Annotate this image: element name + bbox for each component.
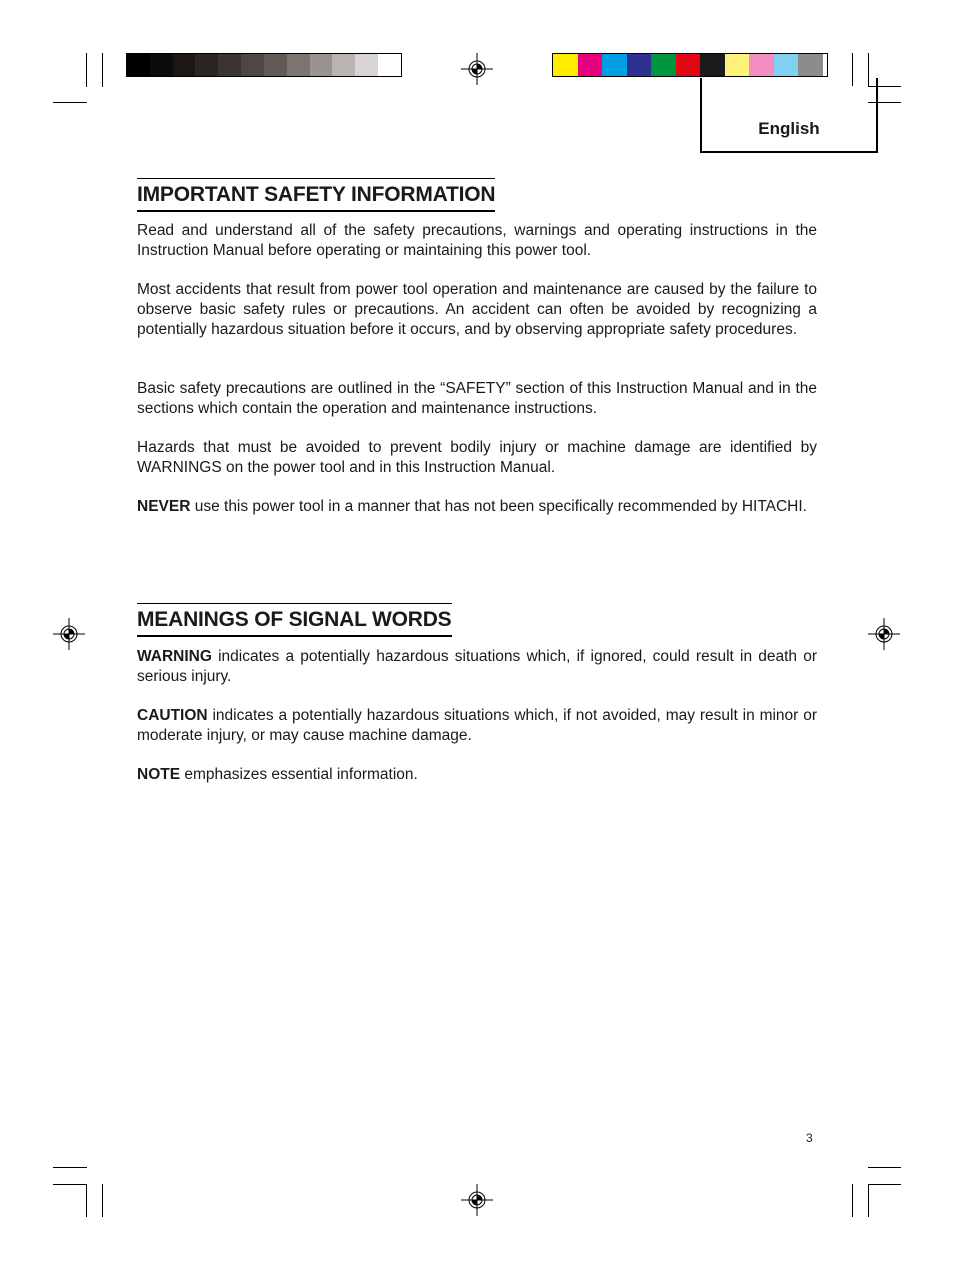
process-color-swatch bbox=[774, 54, 799, 76]
crop-mark bbox=[868, 1184, 869, 1217]
grayscale-swatch bbox=[241, 54, 264, 76]
process-color-swatch bbox=[749, 54, 774, 76]
grayscale-swatch bbox=[310, 54, 333, 76]
section-heading-safety: IMPORTANT SAFETY INFORMATION bbox=[137, 178, 495, 212]
grayscale-color-bar bbox=[126, 53, 402, 77]
signal-word-never: NEVER bbox=[137, 498, 191, 515]
process-color-swatch bbox=[553, 54, 578, 76]
paragraph: Read and understand all of the safety precautions, warnings and operating instructions in the Instruction Manual before operating or maintaining this power tool. bbox=[137, 222, 817, 259]
process-color-swatch bbox=[676, 54, 701, 76]
grayscale-swatch bbox=[355, 54, 378, 76]
grayscale-swatch bbox=[218, 54, 241, 76]
process-color-swatch bbox=[725, 54, 750, 76]
signal-word-note: NOTE bbox=[137, 766, 181, 783]
process-color-swatch bbox=[578, 54, 603, 76]
signal-word-caution: CAUTION bbox=[137, 707, 208, 724]
paragraph-text: use this power tool in a manner that has not been specifically recommended by HITACHI. bbox=[190, 498, 807, 515]
paragraph: Basic safety precautions are outlined in the “SAFETY” section of this Instruction Manual and in the sections which contain the operation and maintenance instructions. bbox=[137, 380, 817, 417]
crop-mark bbox=[868, 1184, 901, 1185]
paragraph-note bbox=[137, 765, 817, 785]
grayscale-swatch bbox=[378, 54, 401, 76]
registration-mark-icon bbox=[461, 53, 493, 85]
process-color-swatch bbox=[700, 54, 725, 76]
paragraph-text: emphasizes essential information. bbox=[180, 766, 418, 783]
process-color-swatch bbox=[602, 54, 627, 76]
language-label: English bbox=[758, 119, 820, 138]
crop-mark bbox=[53, 102, 87, 103]
grayscale-swatch bbox=[332, 54, 355, 76]
grayscale-swatch bbox=[195, 54, 218, 76]
crop-mark bbox=[852, 1184, 853, 1217]
section-heading-signal-words: MEANINGS OF SIGNAL WORDS bbox=[137, 603, 452, 637]
crop-mark bbox=[53, 1184, 87, 1185]
paragraph-never bbox=[137, 497, 817, 517]
page-number: 3 bbox=[806, 1131, 813, 1145]
grayscale-swatch bbox=[127, 54, 150, 76]
registration-mark-icon bbox=[868, 618, 900, 650]
process-color-swatch bbox=[651, 54, 676, 76]
process-color-swatch bbox=[627, 54, 652, 76]
paragraph-text: indicates a potentially hazardous situations which, if not avoided, may result in minor or moderate injury, or may cause machine damage. bbox=[137, 707, 817, 744]
process-color-swatch bbox=[798, 54, 823, 76]
crop-mark bbox=[102, 53, 103, 87]
grayscale-swatch bbox=[287, 54, 310, 76]
crop-mark bbox=[868, 1167, 901, 1168]
grayscale-swatch bbox=[150, 54, 173, 76]
paragraph-text: indicates a potentially hazardous situations which, if ignored, could result in death or serious injury. bbox=[137, 648, 817, 685]
process-color-bar bbox=[552, 53, 828, 77]
paragraph-caution bbox=[137, 706, 817, 746]
grayscale-swatch bbox=[173, 54, 196, 76]
paragraph: Hazards that must be avoided to prevent bodily injury or machine damage are identified by WARNINGS on the power tool and in this Instruction Manual. bbox=[137, 439, 817, 476]
paragraph-warning bbox=[137, 647, 817, 687]
language-tab bbox=[700, 78, 878, 153]
crop-mark bbox=[86, 1184, 87, 1217]
registration-mark-icon bbox=[53, 618, 85, 650]
grayscale-swatch bbox=[264, 54, 287, 76]
registration-mark-icon bbox=[461, 1184, 493, 1216]
paragraph: Most accidents that result from power tool operation and maintenance are caused by the failure to observe basic safety rules or precautions. An accident can often be avoided by recognizing a potentially hazardous situation before it occurs, and by observing appropriate safety procedures. bbox=[137, 281, 817, 338]
crop-mark bbox=[53, 1167, 87, 1168]
crop-mark bbox=[102, 1184, 103, 1217]
crop-mark bbox=[86, 53, 87, 87]
signal-word-warning: WARNING bbox=[137, 648, 212, 665]
